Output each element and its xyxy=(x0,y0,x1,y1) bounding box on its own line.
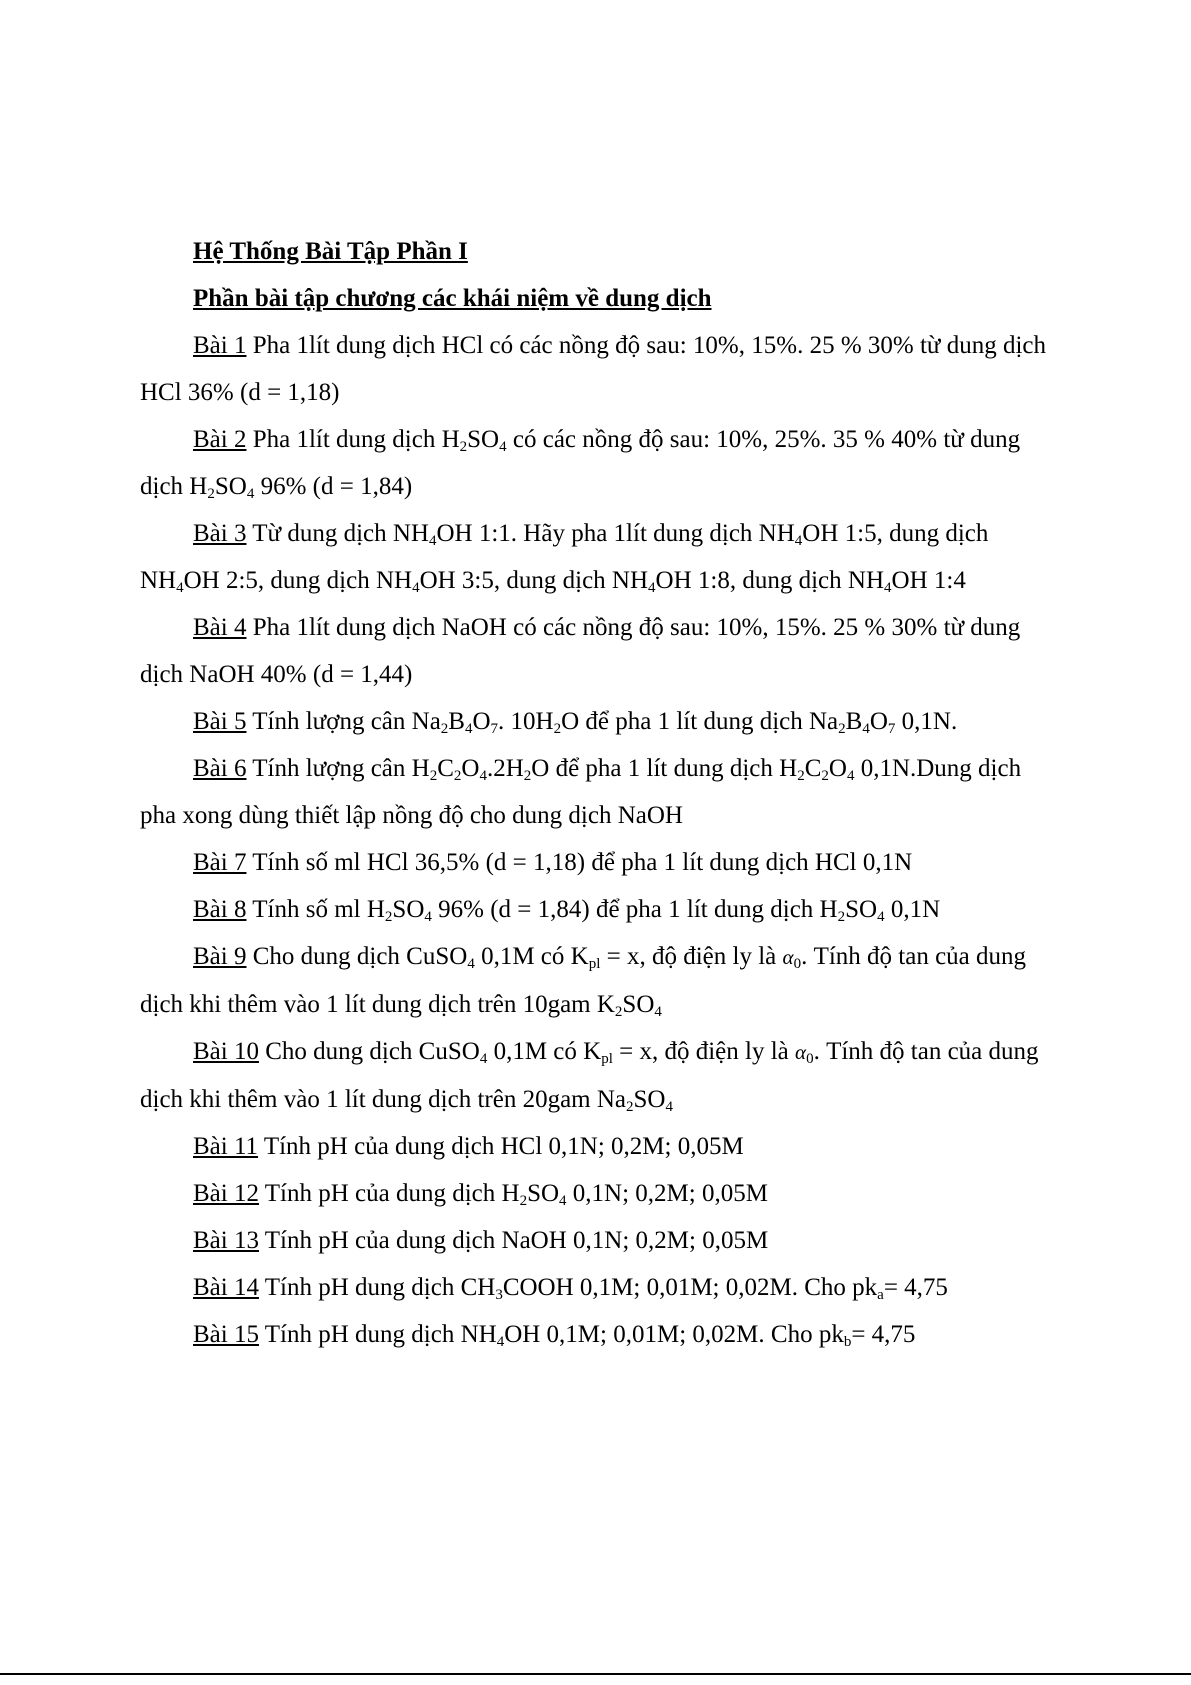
exercise-9 xyxy=(140,933,1060,1028)
exercise-text: Tính lượng cân Na xyxy=(246,708,441,735)
exercise-14 xyxy=(140,1264,1060,1311)
exercise-label: Bài 9 xyxy=(193,943,247,970)
exercise-text: Cho dung dịch CuSO xyxy=(258,1038,480,1065)
alpha-symbol: α xyxy=(782,945,794,969)
exercise-7 xyxy=(140,839,1060,886)
exercise-text: SO xyxy=(527,1180,560,1207)
exercise-text: SO xyxy=(845,896,878,923)
exercise-text: Tính pH dung dịch CH xyxy=(258,1274,496,1301)
exercise-label: Bài 1 xyxy=(193,332,247,359)
exercise-text: . 10H xyxy=(498,708,554,735)
subscript: 2 xyxy=(459,439,468,455)
exercise-text: Pha 1lít dung dịch HCl có các nồng độ sau: 10%, 15%. 25 % 30% từ dung dịch HCl 36% (d = 1,18) xyxy=(140,332,1047,406)
exercise-text: Pha 1lít dung dịch H xyxy=(246,426,460,453)
subscript: a xyxy=(877,1287,884,1303)
subscript: 4 xyxy=(884,580,892,596)
subscript: 3 xyxy=(495,1287,503,1303)
subscript: 2 xyxy=(429,768,438,784)
subscript: 2 xyxy=(384,909,393,925)
exercise-text: 0,1N xyxy=(884,896,941,923)
exercise-text: SO xyxy=(467,426,500,453)
exercise-text: Tính lượng cân H xyxy=(246,755,430,782)
subscript: 0 xyxy=(793,956,802,972)
subscript: 2 xyxy=(797,768,805,784)
exercise-10 xyxy=(140,1028,1060,1123)
exercise-label: Bài 2 xyxy=(193,426,247,453)
exercise-text: Pha 1lít dung dịch NaOH có các nồng độ sau: 10%, 15%. 25 % 30% từ dung dịch NaOH 40% (d = 1,44) xyxy=(140,614,1021,688)
exercise-label: Bài 15 xyxy=(193,1321,259,1348)
subscript: 4 xyxy=(464,721,473,737)
exercise-label: Bài 5 xyxy=(193,708,247,735)
exercise-label: Bài 8 xyxy=(193,896,247,923)
subscript: 4 xyxy=(467,956,475,972)
subscript: 4 xyxy=(424,909,432,925)
alpha-symbol: α xyxy=(795,1040,807,1064)
exercise-text: SO xyxy=(622,991,655,1018)
exercise-text: SO xyxy=(633,1086,666,1113)
subscript: 2 xyxy=(626,1099,634,1115)
exercise-text: C xyxy=(437,755,454,782)
exercise-label: Bài 12 xyxy=(193,1180,259,1207)
exercise-text: có các nồng độ sau: 10%, 25%. 35 % 40% từ dung dịch H xyxy=(140,426,1021,500)
subscript: 2 xyxy=(553,721,562,737)
subscript: 4 xyxy=(846,768,855,784)
exercise-label: Bài 4 xyxy=(193,614,247,641)
exercise-text: O xyxy=(472,708,491,735)
exercise-text: OH 3:5, dung dịch NH xyxy=(419,567,649,594)
exercise-text: Tính số ml H xyxy=(246,896,385,923)
exercise-text: O xyxy=(869,708,888,735)
exercise-text: = x, độ điện ly là xyxy=(600,943,783,970)
subscript: 4 xyxy=(794,533,803,549)
exercise-text: Tính pH của dung dịch HCl 0,1N; 0,2M; 0,05M xyxy=(258,1133,744,1160)
subscript: b xyxy=(843,1334,852,1350)
exercise-text: 0,1N.Dung dịch pha xong dùng thiết lập nồng độ cho dung dịch NaOH xyxy=(140,755,1022,829)
exercise-text: OH 2:5, dung dịch NH xyxy=(183,567,413,594)
exercise-text: OH 1:5, dung dịch NH xyxy=(140,520,989,594)
subscript: 4 xyxy=(479,768,487,784)
exercise-label: Bài 3 xyxy=(193,520,247,547)
exercise-text: 0,1M có K xyxy=(487,1038,602,1065)
exercise-label: Bài 11 xyxy=(193,1133,259,1160)
subscript: 4 xyxy=(176,580,184,596)
chapter-subtitle: Phần bài tập chương các khái niệm về dung dịch xyxy=(193,285,712,312)
subscript: 4 xyxy=(648,580,656,596)
exercise-text: = x, độ điện ly là xyxy=(612,1038,796,1065)
subscript: pl xyxy=(601,1051,613,1067)
exercise-text: OH 1:8, dung dịch NH xyxy=(655,567,885,594)
exercise-text: 0,1M có K xyxy=(474,943,589,970)
subscript: 7 xyxy=(490,721,499,737)
subscript: 2 xyxy=(523,768,532,784)
page-bottom-rule xyxy=(0,1673,1191,1675)
subscript: 4 xyxy=(559,1193,567,1209)
exercise-label: Bài 10 xyxy=(193,1038,259,1065)
exercise-text: C xyxy=(804,755,822,782)
subscript: 7 xyxy=(887,721,896,737)
exercise-text: Tính pH của dung dịch H xyxy=(258,1180,520,1207)
subscript: 4 xyxy=(479,1051,488,1067)
exercise-5 xyxy=(140,698,1060,745)
exercise-text: 96% (d = 1,84) để pha 1 lít dung dịch H xyxy=(431,896,838,923)
exercise-text: = 4,75 xyxy=(883,1274,948,1301)
exercise-text: O để pha 1 lít dung dịch H xyxy=(531,755,798,782)
exercise-text: OH 1:4 xyxy=(891,567,966,594)
exercise-text: O xyxy=(828,755,847,782)
exercise-text: SO xyxy=(214,473,247,500)
exercise-12 xyxy=(140,1170,1060,1217)
exercise-6 xyxy=(140,745,1060,839)
subscript: 4 xyxy=(496,1334,505,1350)
exercise-13 xyxy=(140,1217,1060,1264)
exercise-text: Tính pH dung dịch NH xyxy=(258,1321,497,1348)
subscript: 2 xyxy=(838,721,846,737)
exercise-label: Bài 7 xyxy=(193,849,247,876)
exercise-text: OH 0,1M; 0,01M; 0,02M. Cho pk xyxy=(504,1321,844,1348)
subscript: 2 xyxy=(440,721,449,737)
exercise-text: B xyxy=(845,708,863,735)
subscript: 2 xyxy=(453,768,462,784)
exercise-4 xyxy=(140,604,1060,698)
subscript: pl xyxy=(588,956,601,972)
exercise-label: Bài 14 xyxy=(193,1274,259,1301)
exercise-text: O để pha 1 lít dung dịch Na xyxy=(561,708,839,735)
subscript: 2 xyxy=(821,768,829,784)
exercise-text: 96% (d = 1,84) xyxy=(254,473,413,500)
subscript: 4 xyxy=(246,486,255,502)
exercise-text: B xyxy=(448,708,465,735)
subscript: 2 xyxy=(837,909,846,925)
exercise-text: = 4,75 xyxy=(851,1321,916,1348)
exercise-text: OH 1:1. Hãy pha 1lít dung dịch NH xyxy=(436,520,795,547)
subscript: 2 xyxy=(614,1004,623,1020)
subscript: 4 xyxy=(412,580,420,596)
subscript: 2 xyxy=(207,486,215,502)
exercise-text: . Tính độ tan của dung dịch khi thêm vào 1 lít dung dịch trên 10gam K xyxy=(140,943,1027,1018)
exercise-text: . Tính độ tan của dung dịch khi thêm vào 1 lít dung dịch trên 20gam Na xyxy=(140,1038,1039,1113)
exercise-text: 0,1N. xyxy=(895,708,958,735)
exercise-3 xyxy=(140,510,1060,604)
subscript: 4 xyxy=(429,533,437,549)
exercise-text: SO xyxy=(392,896,425,923)
exercise-text: Tính số ml HCl 36,5% (d = 1,18) để pha 1 lít dung dịch HCl 0,1N xyxy=(246,849,913,876)
subscript: 4 xyxy=(665,1099,673,1115)
subscript: 4 xyxy=(877,909,885,925)
document-page xyxy=(140,228,1060,1358)
exercise-text: COOH 0,1M; 0,01M; 0,02M. Cho pk xyxy=(502,1274,878,1301)
subscript: 4 xyxy=(499,439,507,455)
exercise-11 xyxy=(140,1123,1060,1170)
exercise-text: 0,1N; 0,2M; 0,05M xyxy=(566,1180,768,1207)
exercise-label: Bài 6 xyxy=(193,755,247,782)
subscript: 4 xyxy=(654,1004,662,1020)
exercise-text: Từ dung dịch NH xyxy=(246,520,429,547)
exercise-text: .2H xyxy=(486,755,524,782)
exercise-15 xyxy=(140,1311,1060,1358)
exercise-8 xyxy=(140,886,1060,933)
exercise-2 xyxy=(140,416,1060,510)
exercise-label: Bài 13 xyxy=(193,1227,259,1254)
subscript: 2 xyxy=(519,1193,528,1209)
exercise-1 xyxy=(140,322,1060,416)
exercise-text: Cho dung dịch CuSO xyxy=(246,943,468,970)
subscript: 4 xyxy=(862,721,870,737)
exercise-text: O xyxy=(461,755,480,782)
exercise-text: Tính pH của dung dịch NaOH 0,1N; 0,2M; 0,05M xyxy=(258,1227,769,1254)
section-title: Hệ Thống Bài Tập Phần I xyxy=(193,238,468,265)
subscript: 0 xyxy=(806,1051,814,1067)
